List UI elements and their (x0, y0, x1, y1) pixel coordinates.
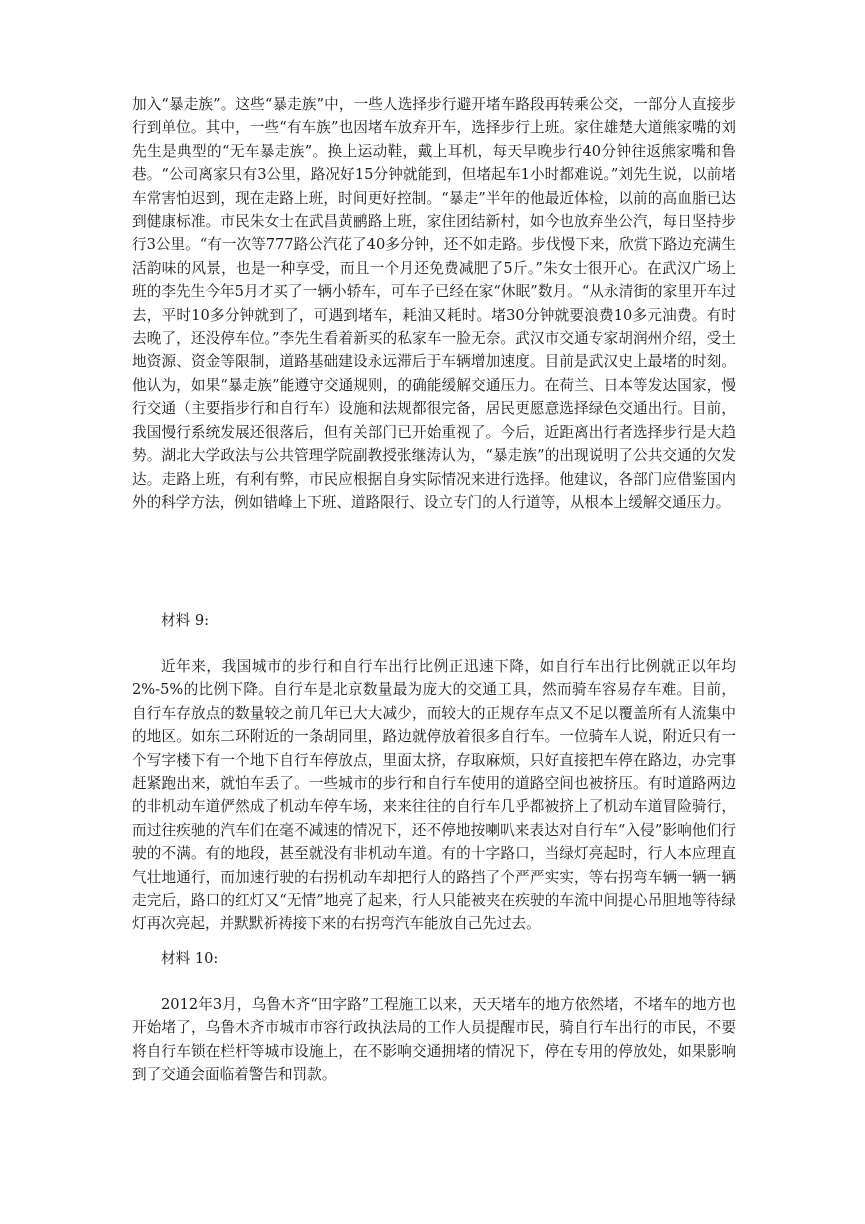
material-9-heading: 材料 9: (161, 612, 210, 629)
paragraph-bicycle-decline: 近年来，我国城市的步行和自行车出行比例正迅速下降，如自行车出行比例就正以年均2%-5%的比例下降。自行车是北京数量最为庞大的交通工具，然而骑车容易存车难。目前，自行车存放点的数量较之前几年已大大减少，而较大的正规存车点又不足以覆盖所有人流集中的地区。如东二环附近的一条胡同里，路边就停放着很多自行车。一位骑车人说，附近只有一个写字楼下有一个地下自行车停放点，里面太挤，存取麻烦，只好直接把车停在路边，办完事赶紧跑出来，就怕车丢了。一些城市的步行和自行车使用的道路空间也被挤压。有时道路两边的非机动车道俨然成了机动车停车场，来来往往的自行车几乎都被挤上了机动车道冒险骑行，而过往疾驰的汽车们在毫不减速的情况下，还不停地按喇叭来表达对自行车“入侵”影响他们行驶的不满。有的地段，甚至就没有非机动车道。有的十字路口，当绿灯亮起时，行人本应理直气壮地通行，而加速行驶的右拐机动车却把行人的路挡了个严严实实，等右拐弯车辆一辆一辆走完后，路口的红灯又“无情”地亮了起来，行人只能被夹在疾驶的车流中间提心吊胆地等待绿灯再次亮起，并默默祈祷接下来的右拐弯汽车能放自己先过去。 (132, 658, 736, 933)
material-10-heading: 材料 10: (161, 950, 219, 967)
paragraph-walking-commuters: 加入“暴走族”。这些“暴走族”中，一些人选择步行避开堵车路段再转乘公交，一部分人直接步行到单位。其中，一些“有车族”也因堵车放弃开车，选择步行上班。家住雄楚大道熊家嘴的刘先生是典型的“无车暴走族”。换上运动鞋，戴上耳机，每天早晚步行40分钟往返熊家嘴和鲁巷。“公司离家只有3公里，路况好15分钟就能到，但堵起车1小时都难说。”刘先生说，以前堵车常害怕迟到，现在走路上班，时间更好控制。“暴走”半年的他最近体检，以前的高血脂已达到健康标准。市民朱女士在武昌黄鹂路上班，家住团结新村，如今也放弃坐公汽，每日坚持步行3公里。“有一次等777路公汽花了40多分钟，还不如走路。步伐慢下来，欣赏下路边充满生活韵味的风景，也是一种享受，而且一个月还免费减肥了5斤。”朱女士很开心。在武汉广场上班的李先生今年5月才买了一辆小轿车，可车子已经在家“休眠”数月。“从永清街的家里开车过去，平时10多分钟就到了，可遇到堵车，耗油又耗时。堵30分钟就要浪费10多元油费。有时去晚了，还没停车位。”李先生看着新买的私家车一脸无奈。武汉市交通专家胡润州介绍，受土地资源、资金等限制，道路基础建设永远滞后于车辆增加速度。目前是武汉史上最堵的时刻。他认为，如果“暴走族”能遵守交通规则，的确能缓解交通压力。在荷兰、日本等发达国家，慢行交通（主要指步行和自行车）设施和法规都很完备，居民更愿意选择绿色交通出行。目前，我国慢行系统发展还很落后，但有关部门已开始重视了。今后，近距离出行者选择步行是大趋势。湖北大学政法与公共管理学院副教授张继涛认为，“暴走族”的出现说明了公共交通的欠发达。走路上班，有利有弊，市民应根据自身实际情况来进行选择。他建议，各部门应借鉴国内外的科学方法，例如错峰上下班、道路限行、设立专门的人行道等，从根本上缓解交通压力。 (132, 96, 736, 511)
paragraph-urumqi-construction: 2012年3月，乌鲁木齐“田字路”工程施工以来，天天堵车的地方依然堵，不堵车的地方也开始堵了，乌鲁木齐市城市市容行政执法局的工作人员提醒市民，骑自行车出行的市民，不要将自行车锁在栏杆等城市设施上，在不影响交通拥堵的情况下，停在专用的停放处，如果影响到了交通会面临着警告和罚款。 (132, 996, 736, 1084)
